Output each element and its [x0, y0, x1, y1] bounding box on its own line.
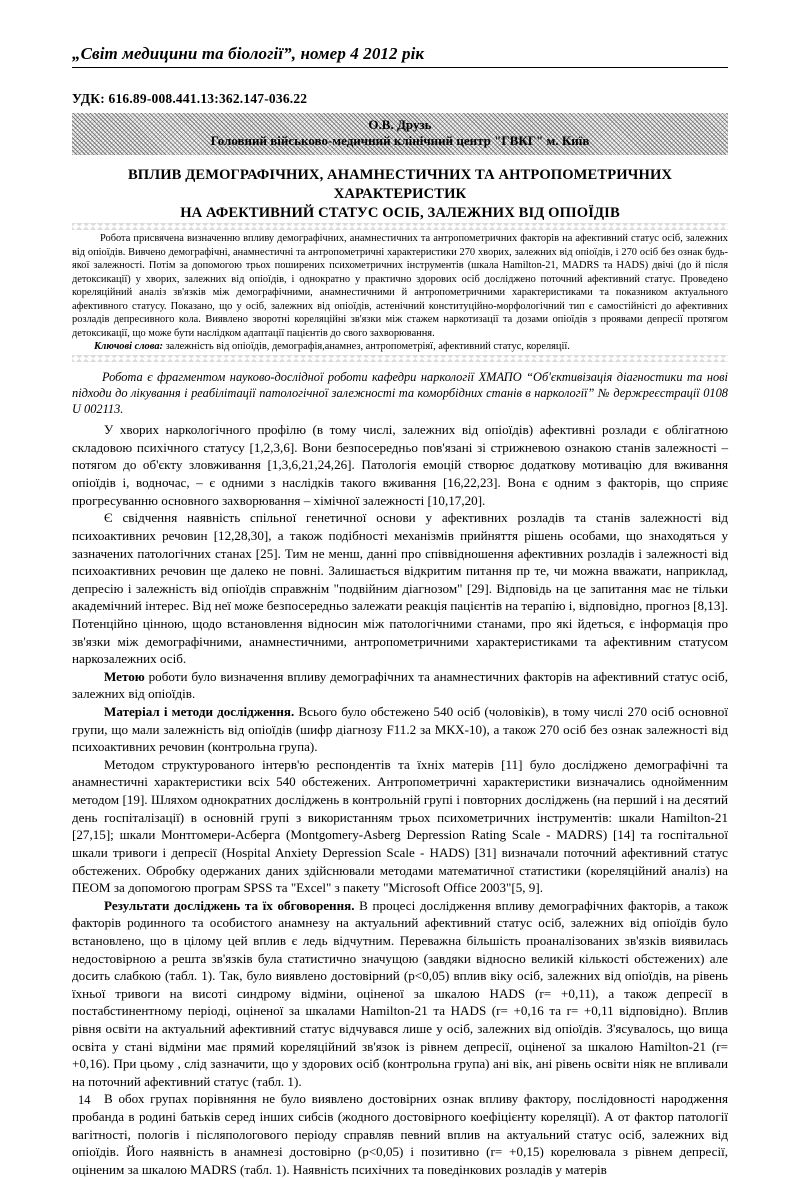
- methods-text: Всього було обстежено 540 осіб (чоловіків), в тому числі 270 осіб основної групи, що мали залежність від опіоїдів (шифр діагнозу F11.2 за МКХ-10), а також 270 осіб без ознак залежності від психоактивних речовин (контрольна група).: [72, 704, 728, 755]
- author-name: О.В. Друзь: [368, 117, 432, 132]
- aim-text: роботи було визначення впливу демографічних та анамнестичних факторів на афективний статус осіб, залежних від опіоїдів.: [72, 668, 728, 702]
- body-paragraph-4: [72, 703, 728, 756]
- body-paragraph-2: Є свідчення наявність спільної генетичної основи у афективних розладів та станів залежності від психоактивних речовин [12,28,30], а також подібності механізмів прийняття рішень особами, що знаходяться у зазначених патологічних станах [25]. Тим не менш, данні про співвідношення афективних розладів і залежності від психоактивних речовин ще далеко не повні. Залишається відкритим питання пр те, чи можна вважати, наприклад, депресію і залежність від опіоїдів справжнім "подвійним діагнозом" [29]. Відповідь на це запитання має не тільки академічний інтерес. Від неї може безпосередньо залежати реакція пацієнтів на терапію і, відповідно, прогноз [8,13]. Потенційно цінною, щодо встановлення відносин між патологічними станами, про які йдеться, є інформація про зв'язки між демографічними, анамнестичними, антропометричними характеристиками та афективним статусом наркозалежних осіб.: [72, 510, 728, 667]
- aim-label: Метою: [104, 668, 145, 684]
- body-paragraph-7: В обох групах порівняння не було виявлено достовірних ознак впливу фактору, послідовності народження пробанда в родині батьків серед інших сибсів (жодного достовірного коефіцієнту кореляції). А от фактор патології вагітності, пологів і післяпологового періоду справляв певний вплив на актуальний статус осіб, залежних від опіоїдів. Його наявність в анамнезі достовірно (p<0,05) і позитивно (r= +0,15) корелювала з рівнем депресії, оціненим за шкалою MADRS (табл. 1). Наявність психічних та поведінкових розладів у матерів: [72, 1091, 728, 1177]
- body-paragraph-6: [72, 897, 728, 1091]
- udk-code: УДК: 616.89-008.441.13:362.147-036.22: [72, 91, 308, 106]
- body-paragraph-5: Методом структурованого інтерв'ю респондентів та їхніх матерів [11] було досліджено демографічні та анамнестичні характеристики всіх 540 обстежених. Антропометричні характеристики визначались однойменним методом [19]. Шляхом однократних досліджень в контрольній групі і повторних досліджень (на перший і на десятий день госпіталізації) в основній групі з використанням трьох психометричних інструментів: шкали Hamilton-21 [27,15]; шкали Монтгомери-Асберга (Montgomery-Asberg Depression Rating Scale - MADRS) [14] та госпітальної шкали тривоги і депресії (Hospital Anxiety Depression Scale - HADS) [31] визначали поточний афективний статус обстежених. Обробку одержаних даних здійснювали методами математичної статистики (кореляційний аналіз) на ПЕОМ за допомогою програм SPSS та "Excel" з пакету "Microsoft Office 2003"[5, 9].: [72, 756, 728, 896]
- body-paragraph-1: У хворих наркологічного профілю (в тому числі, залежних від опіоїдів) афективні розлади є облігатною складовою психічного статусу [1,2,3,6]. Вони безпосередньо пов'язані зі стрижневою ознакою станів залежності – потягом до об'єкту зловживання [1,3,6,21,24,26]. Патологія емоцій створює додаткову мотивацію для вживання опіоїдів і, водночас, – є одними з наслідків такого вживання [16,22,23]. Вона є одним з факторів, що сприяє прогресуванню основного захворювання – хімічної залежності [10,17,20].: [72, 422, 728, 508]
- author-band: [72, 113, 728, 155]
- results-label: Результати досліджень та їх обговорення.: [104, 897, 355, 913]
- abstract-top-divider: [72, 223, 728, 230]
- abstract-block: [72, 230, 728, 355]
- body-paragraph-3: [72, 668, 728, 703]
- abstract-bottom-divider: [72, 355, 728, 362]
- keywords-label: Ключові слова:: [94, 341, 163, 353]
- author-affiliation: Головний військово-медичний клінічний центр "ГВКГ" м. Київ: [210, 133, 590, 149]
- keywords-values: залежність від опіоїдів, демографія,анамнез, антропометріяї, афективний статус, кореляції.: [162, 341, 570, 353]
- running-head: „Світ медицини та біології”, номер 4 2012 рік: [72, 44, 425, 63]
- abstract-text: Робота присвячена визначенню впливу демографічних, анамнестичних та антропометричних факторів на афективний статус осіб, залежних від опіоїдів. Вивчено демографічні, анамнестичні та антропометричні характеристики 270 хворих, залежних від опіоїдів, і 270 осіб без ознак будь-якої залежності. Потім за допомогою трьох поширених психометричних інструментів (шкала Hamilton-21, MADRS та HADS) двічі (до й після детоксикації) у хворих, залежних від опіоїдів, і однократно у практично здорових осіб досліджено поточний афективний статус. Проведено кореляційний аналіз зв'язків між демографічними, анамнестичними й антропометричними характеристиками та показником актуального афективного статусу. Показано, що у осіб, залежних від опіоїдів, астенічний конституційно-морфологічний тип є самостійністі до афективних розладів депресивного кола. Виявлено зворотні кореляційні зв'язки між стажем наркотизації та дозами опіоїдів з проявами депресії протягом детоксикації, що може бути наслідком адаптації пацієнтів до свого захворювання.: [72, 233, 728, 339]
- running-head-rule: [72, 67, 728, 68]
- article-title-line-2: НА АФЕКТИВНИЙ СТАТУС ОСІБ, ЗАЛЕЖНИХ ВІД ОПІОЇДІВ: [180, 205, 620, 221]
- funding-note: Робота є фрагментом науково-дослідної роботи кафедри наркології ХМАПО “Об'єктивізація діагностики та нові підходи до лікування і реабілітації патологічної залежності та коморбідних станів в наркології” № держреєстрації 0108 U 002113.: [72, 369, 728, 417]
- article-title-line-1: ВПЛИВ ДЕМОГРАФІЧНИХ, АНАМНЕСТИЧНИХ ТА АНТРОПОМЕТРИЧНИХ ХАРАКТЕРИСТИК: [127, 166, 673, 202]
- page-title: [72, 166, 728, 224]
- page-number: 14: [78, 1093, 91, 1107]
- article-body: [72, 421, 728, 1178]
- keywords-line: [72, 340, 728, 354]
- results-text: В процесі дослідження впливу демографічних факторів, а також факторів родинного та особистого анамнезу на актуальний афективний статус осіб, залежних від опіоїдів було встановлено, що в цілому цей вплив є ледь відчутним. Переважна більшість проаналізованих зв'язків виявилась недостовірною а решта зв'язків була статистично значущою (завдяки відносно великій кількості обстежених) але досить слабкою (табл. 1). Так, було виявлено достовірний (p<0,05) вплив віку осіб, залежних від опіоїдів, на рівень їхньої тривоги на висоті синдрому відміни, оціненої за шкалою HADS (r= +0,11), а також депресії в постабстинентному періоді, оціненої за шкалами Hamilton-21 та HADS (r= +0,16 та r= +0,11 відповідно). Вплив рівня освіти на актуальний афективний статус відчувався лише у осіб, залежних від опіоїдів. З'ясувалось, що вища освіта у стані відміни має прямий кореляційний зв'язок із рівнем депресії, оціненої за шкалою Hamilton-21 (r= +0,16). При цьому , слід зазначити, що у здорових осіб (контрольна група) ані вік, ані рівень освіти ніяк не впливали на поточний афективний статус (табл. 1).: [72, 897, 728, 1089]
- methods-label: Матеріал і методи дослідження.: [104, 704, 295, 720]
